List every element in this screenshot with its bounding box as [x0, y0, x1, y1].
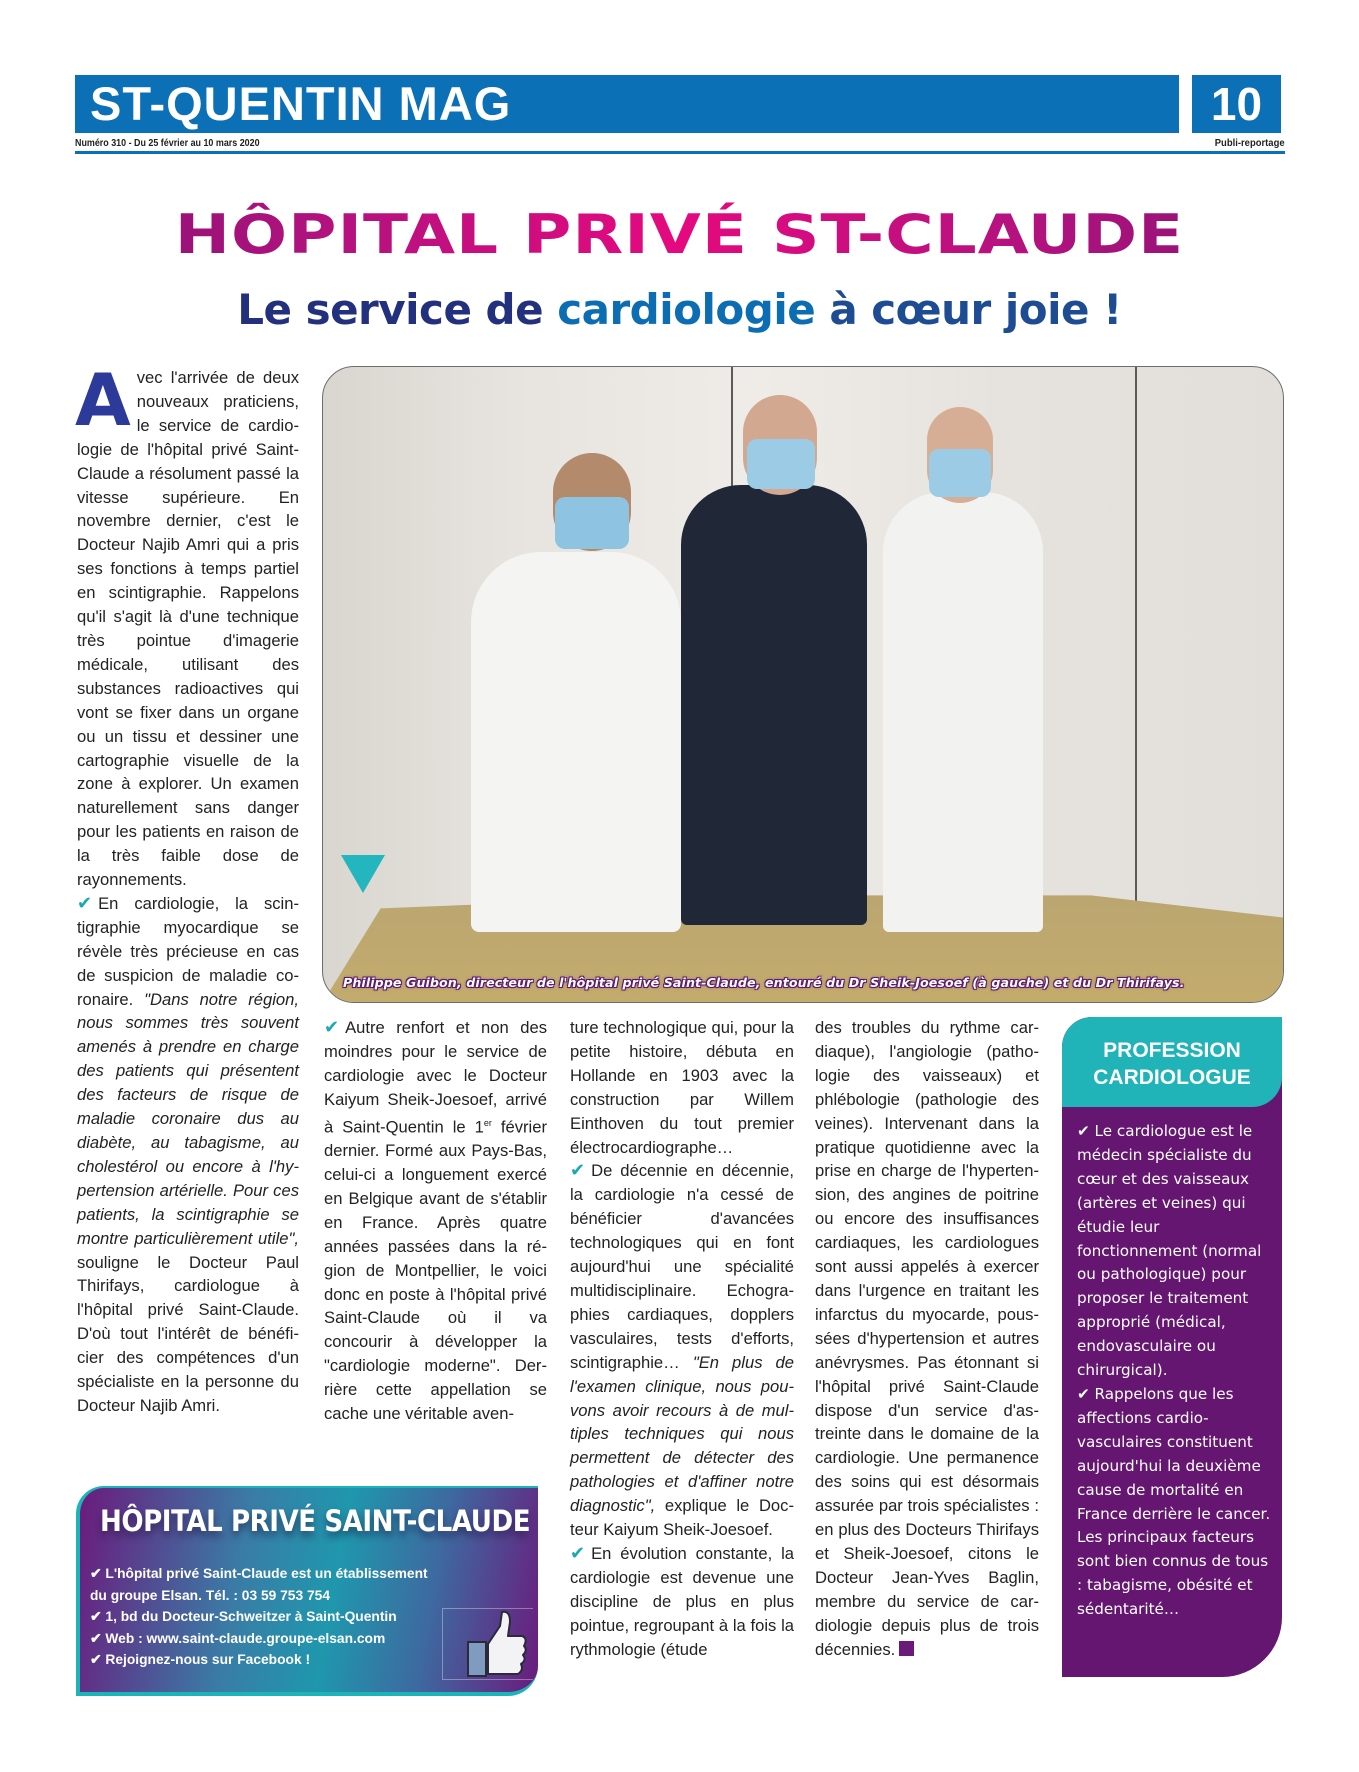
paragraph-text: En évolution constante, la cardiologie est devenue une discipline de plus en plus pointue, regroupant à la fois la rythmologie (étude — [570, 1543, 794, 1659]
rubric-label: Publi-reportage — [1215, 137, 1285, 149]
caption-triangle-icon — [341, 855, 385, 893]
paragraph-practice — [815, 1016, 1039, 1661]
paragraph-text: Autre renfort et non des moindres pour le service de cardiologie avec le Docteur Kaiyum Sheik-Joesoef, arrivé à Saint-Quentin le 1 — [324, 1018, 547, 1137]
quote-text: "En plus de l'examen clinique, nous pouvons avoir recours à de multiples techniques qui nous permettent de détecter des pathologies et d'affiner notre diagnostic", — [570, 1352, 794, 1516]
door-edge — [1135, 367, 1137, 927]
subheadline-part-2: cardiologie — [557, 285, 816, 334]
info-box-lines — [90, 1563, 428, 1671]
issue-info: Numéro 310 - Du 25 février au 10 mars 2020 — [75, 137, 260, 149]
sidebar-paragraph-2: ✔ Rappelons que les affections cardiovasculaires constituent aujourd'hui la deuxième cause de mortalité en France derrière le cancer. Les principaux facteurs sont bien connus de tous : tabagisme, obésité et sédentarité… — [1077, 1384, 1271, 1619]
info-line-facebook[interactable]: ✔ Rejoignez-nous sur Facebook ! — [90, 1652, 311, 1667]
end-mark-icon — [899, 1641, 914, 1656]
paragraph-history: ture technologique qui, pour la petite histoire, débuta en Hollande en 1903 avec la construction par Willem Einthoven du tout premier électrocardiographe… — [570, 1018, 794, 1157]
masthead-rule — [75, 151, 1285, 154]
info-line-establishment: ✔ L'hôpital privé Saint-Claude est un établissement — [90, 1566, 428, 1581]
paragraph-text: février dernier. Formé aux Pays-Bas, celui-ci a longuement exercé en Belgique avant de s'établir en France. Après quatre années passées dans la région de Montpellier, le voici donc en poste à l'hôpital privé Saint-Claude où il va concourir à développer la "cardiologie moderne". Derrière cette appellation se cache une véritable aven- — [324, 1117, 548, 1424]
hospital-info-box — [76, 1486, 538, 1696]
sidebar-body — [1062, 1107, 1282, 1622]
check-icon: ✔ — [570, 1542, 586, 1563]
info-line-website[interactable]: ✔ Web : www.saint-claude.groupe-elsan.com — [90, 1630, 386, 1646]
subheadline-part-3: à cœur joie ! — [815, 285, 1122, 334]
article-subheadline — [0, 282, 1359, 338]
check-icon: ✔ — [324, 1017, 340, 1037]
subheadline-part-1: Le service de — [237, 285, 558, 334]
article-photo — [322, 366, 1284, 1003]
paragraph-scintigraphy — [77, 892, 299, 1418]
check-icon: ✔ — [77, 892, 93, 913]
person-left-mask — [555, 497, 629, 549]
article-column-1 — [75, 358, 299, 1418]
paragraph-evolution — [570, 1542, 794, 1662]
magazine-title: ST-QUENTIN MAG — [90, 77, 512, 130]
paragraph-text: De décennie en décennie, la cardiologie n'a cessé de bénéficier d'avancées technologiques qui en font aujourd'hui une spécialité multidisciplinaire. Echographies cardiaques, dopplers vasculaires, tests d'efforts, scintigraphie… — [570, 1161, 794, 1372]
paragraph-advances — [570, 1159, 794, 1542]
paragraph-text: souligne le Docteur Paul Thirifays, cardiologue à l'hôpital privé Saint-Claude. D'où tout l'intérêt de bénéficier des compétences d'un spécialiste en la personne du Docteur Najib Amri. — [77, 1252, 299, 1415]
paragraph-text: En cardiologie, la scintigraphie myocardique se révèle très précieuse en cas de suspicion de maladie coronaire. — [77, 893, 299, 1009]
info-box-title: HÔPITAL PRIVÉ SAINT-CLAUDE — [100, 1504, 531, 1538]
person-center-body — [681, 485, 867, 925]
paragraph-new-doctor — [324, 1016, 547, 1426]
article-column-2 — [324, 1016, 547, 1426]
sidebar-profession — [1062, 1017, 1282, 1677]
person-left-coat — [471, 552, 681, 932]
thumbs-up-icon[interactable] — [466, 1608, 528, 1680]
paragraph-text: vec l'arrivée de deux nouveaux praticiens, le service de cardiologie de l'hôpital privé Saint-Claude a résolument passé la vitesse supérieure. En novembre dernier, c'est le Docteur Najib Amri qui a pris ses fonctions à temps partiel en scintigraphie. Rappelons qu'il s'agit là d'une technique très pointue d'imagerie médicale, utilisant des substances radioactives qui vont se fixer dans un organe ou un tissu et dessiner une cartographie visuelle de la zone à explorer. Un examen naturellement sans danger pour les patients en raison de la très faible dose de rayonnements. — [77, 368, 299, 890]
paragraph-intro — [75, 358, 299, 892]
photo-caption: Philippe Guibon, directeur de l'hôpital privé Saint-Claude, entouré du Dr Sheik-Joesoef (à gauche) et du Dr Thirifays. — [343, 975, 1185, 990]
person-center-mask — [747, 439, 815, 489]
info-line-phone: du groupe Elsan. Tél. : 03 59 753 754 — [90, 1587, 331, 1603]
article-headline: HÔPITAL PRIVÉ ST-CLAUDE — [0, 202, 1359, 268]
superscript: er — [483, 1117, 492, 1128]
article-column-4 — [815, 1016, 1039, 1661]
person-right-mask — [929, 449, 991, 497]
sidebar-title-line-2: CARDIOLOGUE — [1093, 1066, 1251, 1089]
article-column-3 — [570, 1016, 794, 1661]
sidebar-paragraph-1: ✔ Le cardiologue est le médecin spécialiste du cœur et des vaisseaux (artères et veines) qui étudie leur fonctionnement (normal ou pathologique) pour proposer le traitement approprié (médical, endovasculaire ou chirurgical). — [1077, 1122, 1262, 1380]
paragraph-text: des troubles du rythme cardiaque), l'angiologie (pathologie des vaisseaux) et phlébologie (pathologie des veines). Intervenant dans la pratique quotidienne avec la prise en charge de l'hypertension, des angines de poitrine ou encore des insuffisances cardiaques, les cardiologues sont aussi appelés à exercer dans l'urgence en traitant les infarctus du myocarde, poussées d'hypertension et autres anévrysmes. Pas étonnant si l'hôpital privé Saint-Claude dispose d'un service d'astreinte dans le domaine de la cardiologie. Une permanence des soins qui est désormais assurée par trois spécialistes : en plus des Docteurs Thirifays et Sheik-Joesoef, citons le Docteur Jean-Yves Baglin, membre du service de cardiologie depuis plus de trois décennies. — [815, 1018, 1039, 1659]
check-icon: ✔ — [570, 1160, 586, 1181]
paragraph-text: explique le Docteur Kaiyum Sheik-Joesoef. — [570, 1496, 794, 1540]
person-right-coat — [883, 492, 1043, 932]
quote-text: "Dans notre région, nous sommes très souvent amenés à prendre en charge des patients qui présentent des facteurs de risque de maladie coronaire dus au diabète, au tabagisme, au cholestérol ou encore à l'hypertension artérielle. Pour ces patients, la scintigraphie se montre particulièrement utile", — [77, 989, 299, 1248]
sidebar-title-line-1: PROFESSION — [1103, 1039, 1241, 1062]
page-number: 10 — [1192, 75, 1281, 133]
info-line-address: ✔ 1, bd du Docteur-Schweitzer à Saint-Quentin — [90, 1609, 397, 1624]
sidebar-header — [1062, 1017, 1282, 1107]
drop-cap: A — [75, 358, 131, 442]
